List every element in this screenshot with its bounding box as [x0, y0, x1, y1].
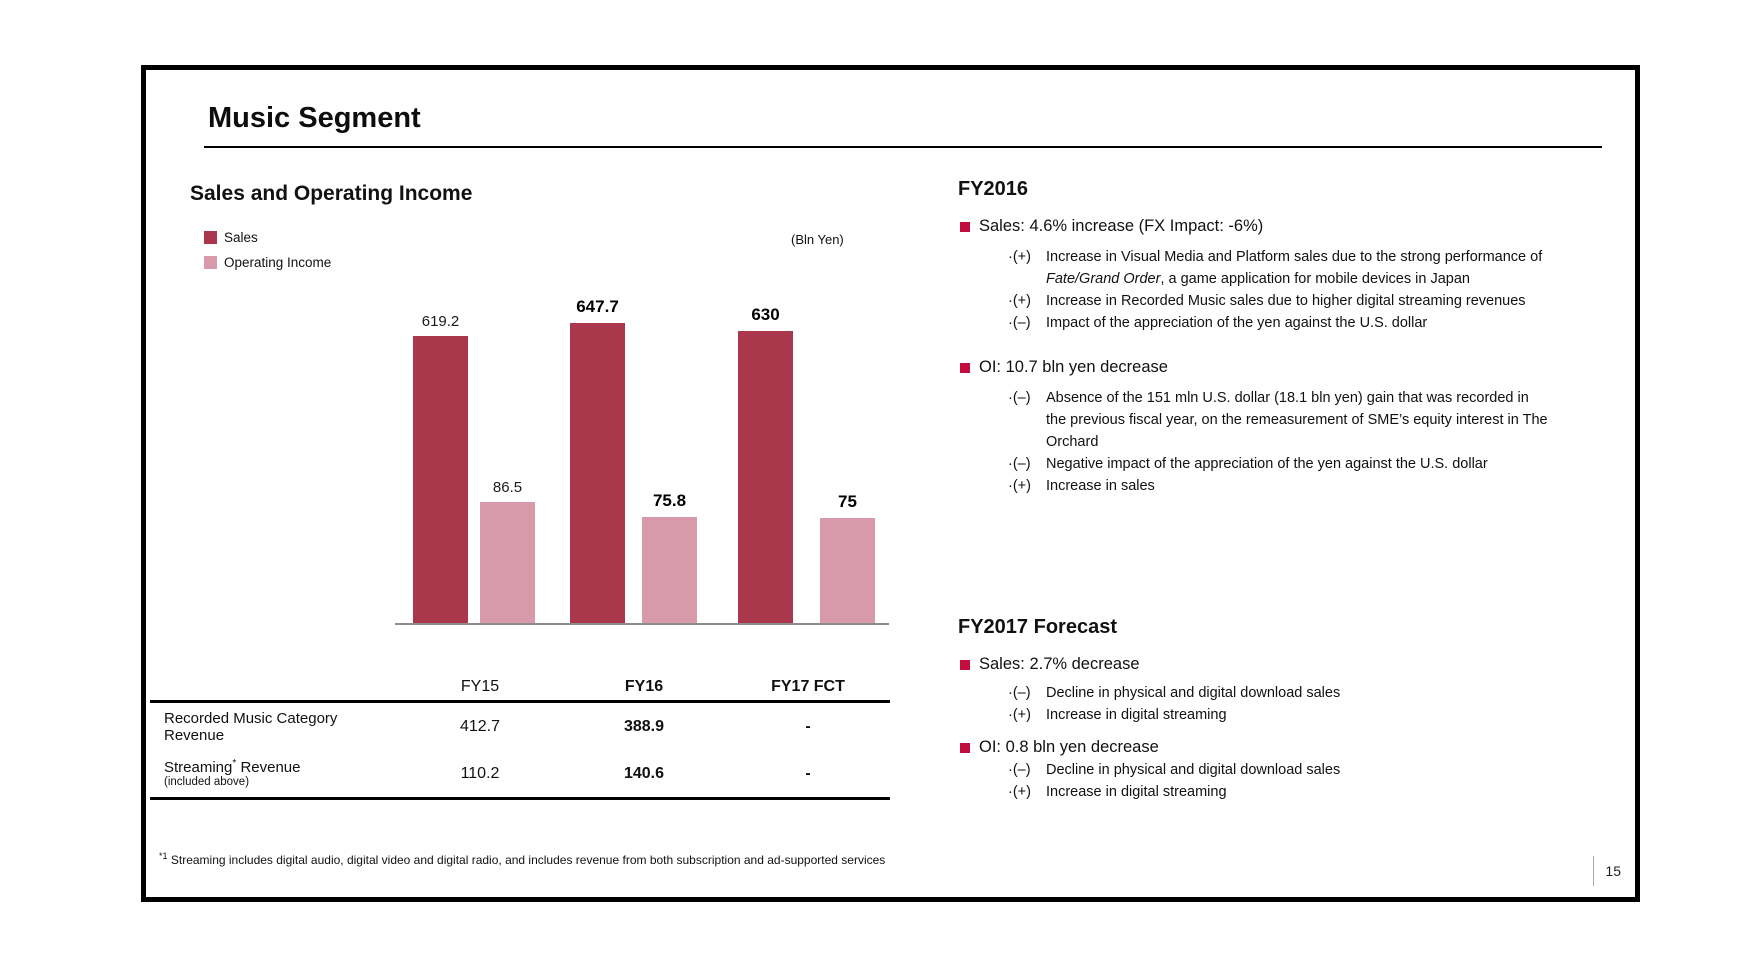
- fy2016-section: [958, 178, 1558, 497]
- cell-fy15: 110.2: [460, 765, 500, 782]
- bar-value-label: 75.8: [652, 491, 687, 510]
- fy2017-heading: FY2017 Forecast: [958, 616, 1117, 638]
- fy2016-oi-bullet: OI: 10.7 bln yen decrease: [958, 358, 1558, 377]
- fy2017-sales-subbullets: [1008, 682, 1558, 726]
- table-row-streaming: [150, 751, 890, 800]
- page-title: Music Segment: [208, 102, 421, 134]
- title-underline: [204, 146, 1602, 148]
- sub-bullet: ·(–) Negative impact of the appreciation of the yen against the U.S. dollar: [1008, 456, 1488, 472]
- footnote-marker: *1: [159, 851, 168, 861]
- legend-label: Sales: [224, 230, 258, 245]
- bar-value-label: 647.7: [576, 297, 619, 316]
- cell-fy16: 140.6: [623, 765, 665, 782]
- bar-rect: [413, 336, 468, 623]
- cell-fy17fct: -: [805, 718, 811, 735]
- bar-operating-income-fy16: [642, 303, 697, 623]
- bullet-square-icon: [960, 222, 970, 232]
- bar-value-label: 86.5: [492, 479, 523, 496]
- sub-bullet: ·(–) Impact of the appreciation of the yen against the U.S. dollar: [1008, 315, 1428, 331]
- fy2016-sales-subbullets: [1008, 246, 1558, 334]
- footnote-ref-icon: *: [232, 758, 237, 769]
- footnote: [159, 853, 885, 867]
- table-row-recorded-music: [150, 703, 890, 751]
- row-label: Recorded Music Category Revenue: [164, 710, 338, 744]
- legend-item-operating-income: [204, 250, 331, 275]
- column-header-fy16: FY16: [624, 678, 664, 695]
- sub-bullet: ·(+) Increase in Visual Media and Platform sales due to the strong performance of Fate/Grand Order, a game application for mobile devices in Japan: [1008, 249, 1543, 287]
- legend-label: Operating Income: [224, 255, 332, 270]
- fy2017-forecast-section: [958, 616, 1558, 803]
- bullet-square-icon: [960, 660, 970, 670]
- bullet-square-icon: [960, 363, 970, 373]
- operating-income-swatch-icon: [204, 256, 217, 269]
- bar-rect: [738, 331, 793, 623]
- fy2016-heading: FY2016: [958, 178, 1029, 200]
- legend-item-sales: [204, 225, 331, 250]
- sub-bullet: ·(+) Increase in Recorded Music sales due to higher digital streaming revenues: [1008, 293, 1526, 309]
- cell-fy17fct: -: [805, 765, 811, 782]
- sub-bullet: ·(–) Decline in physical and digital download sales: [1008, 762, 1341, 778]
- bar-value-label: 630: [751, 305, 780, 324]
- sub-bullet: ·(–) Absence of the 151 mln U.S. dollar (18.1 bln yen) gain that was recorded in the previous fiscal year, on the remeasurement of SME’s equity interest in The Orchard: [1008, 390, 1548, 450]
- chart-baseline: [395, 623, 889, 625]
- bar-rect: [642, 517, 697, 623]
- unit-label: (Bln Yen): [791, 232, 844, 247]
- bar-rect: [820, 518, 875, 623]
- cell-fy15: 412.7: [459, 718, 501, 735]
- bar-value-label: 75: [838, 492, 857, 511]
- fy2016-sales-bullet: Sales: 4.6% increase (FX Impact: -6%): [958, 217, 1558, 236]
- revenue-table: [150, 668, 890, 800]
- sub-bullet: ·(+) Increase in sales: [1008, 478, 1155, 494]
- fy2017-oi-bullet: OI: 0.8 bln yen decrease: [958, 738, 1558, 757]
- bar-value-label: 619.2: [421, 313, 460, 330]
- slide: [141, 65, 1640, 902]
- fy2017-sales-bullet: Sales: 2.7% decrease: [958, 655, 1558, 674]
- bar-chart: [395, 297, 889, 623]
- bar-sales-fy16: [570, 297, 625, 623]
- bar-rect: [570, 323, 625, 623]
- bullet-square-icon: [960, 743, 970, 753]
- row-sublabel: (included above): [164, 776, 250, 788]
- column-header-fy15: FY15: [460, 678, 500, 695]
- fy2016-oi-subbullets: [1008, 387, 1558, 497]
- bar-sales-fy15: [413, 303, 468, 623]
- row-label: Streaming* Revenue (included above): [150, 759, 398, 789]
- cell-fy16: 388.9: [623, 718, 665, 735]
- chart-heading: Sales and Operating Income: [190, 182, 473, 205]
- sub-bullet: ·(–) Decline in physical and digital download sales: [1008, 685, 1341, 701]
- page-number-divider: [1593, 856, 1594, 886]
- bar-sales-fy17fct: [738, 303, 793, 623]
- fy2017-oi-subbullets: [1008, 759, 1558, 803]
- chart-legend: [204, 225, 331, 275]
- table-header-row: [150, 668, 890, 703]
- bar-rect: [480, 502, 535, 623]
- column-header-fy17fct: FY17 FCT: [771, 678, 845, 695]
- bar-operating-income-fy17fct: [820, 303, 875, 623]
- bar-operating-income-fy15: [480, 303, 535, 623]
- sales-swatch-icon: [204, 231, 217, 244]
- footnote-text: Streaming includes digital audio, digital video and digital radio, and includes revenue from both subscription and ad-supported services: [170, 853, 886, 867]
- sub-bullet: ·(+) Increase in digital streaming: [1008, 707, 1227, 723]
- sub-bullet: ·(+) Increase in digital streaming: [1008, 784, 1227, 800]
- page-number: 15: [1593, 856, 1621, 886]
